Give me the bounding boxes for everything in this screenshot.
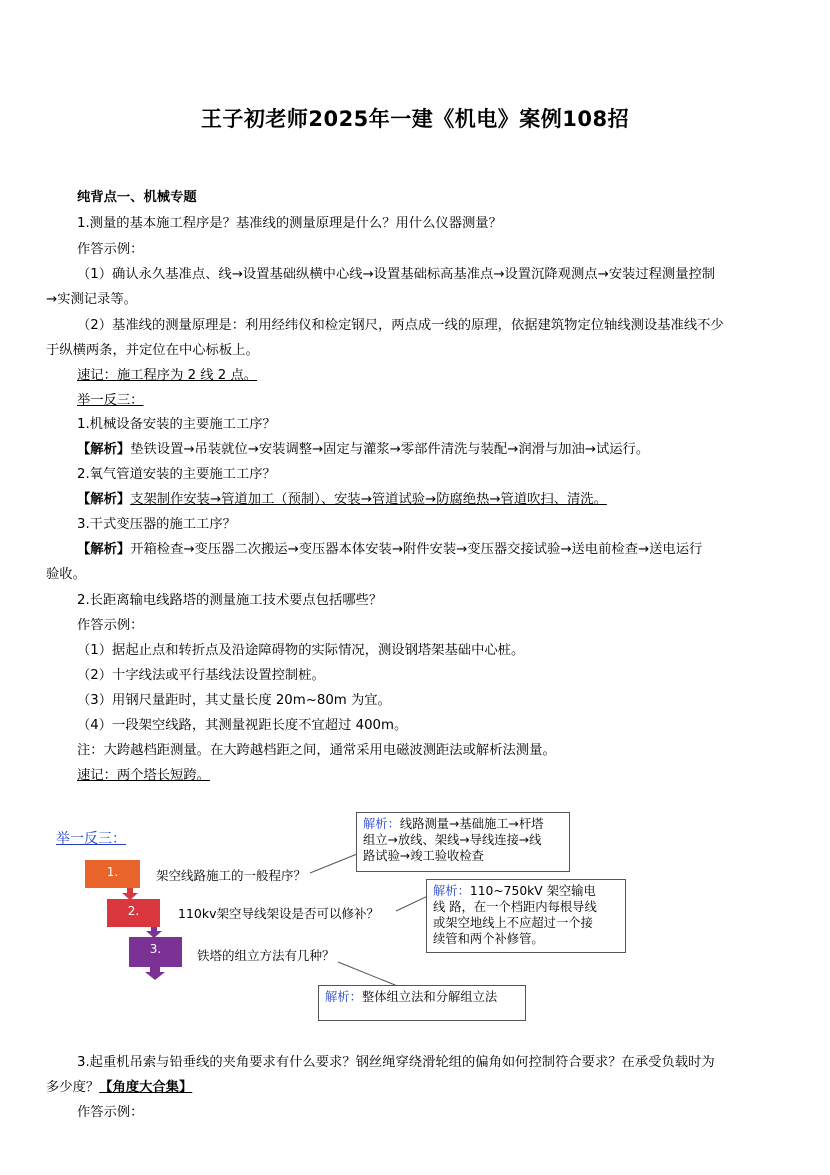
q1-answer-2-line-1: （2）基准线的测量原理是：利用经纬仪和检定钢尺，两点成一线的原理，依据建筑物定位轴线测设基准线不少 [77,318,724,333]
callout-2-line-2: 线 路，在一个档距内每根导线 [433,900,597,914]
callout-3-line-1: 整体组立法和分解组立法 [361,990,498,1004]
callout-2-line-1: 110~750kV 架空输电 [469,884,596,898]
callout-2 [426,879,626,953]
q2-answer-4: （4）一段架空线路，其测量视距长度不宜超过 400m。 [77,718,408,733]
callout-3 [318,985,526,1021]
q3-question-line-2 [46,1079,192,1096]
analysis-tag: 【解析】 [77,442,131,457]
arrow-down-icon [145,966,165,980]
step-1-box [85,860,140,888]
callout-1-line-3: 路试验→竣工验收检查 [363,849,484,863]
callout-label: 解析： [363,817,400,831]
q1-answer-2-line-2: 于纵横两条，并定位在中心标板上。 [46,343,259,358]
step-number: 3. [149,942,162,956]
q2-question: 2.长距离输电线路塔的测量施工技术要点包括哪些？ [77,593,383,608]
callout-2-line-3: 或架空地线上不应超过一个接 [433,916,593,930]
q1-answer-1-line-2: →实测记录等。 [46,292,137,307]
document-title: 王子初老师2025年一建《机电》案例108招 [200,107,630,131]
extend-a3-text-1: 开箱检查→变压器二次搬运→变压器本体安装→附件安装→变压器交接试验→送电前检查→送电运行 [130,542,703,557]
step-number: 2. [127,904,140,918]
callout-1-line-1: 线路测量→基础施工→杆塔 [399,817,544,831]
extend-a2-text: 支架制作安装→管道加工（预制）、安装→管道试验→防腐绝热→管道吹扫、清洗。 [130,492,607,507]
extend-q3: 3.干式变压器的施工工序？ [77,517,236,532]
q1-answer-1-line-1: （1）确认永久基准点、线→设置基础纵横中心线→设置基础标高基准点→设置沉降观测点→安装过程测量控制 [77,267,716,282]
q1-memo: 速记：施工程序为 2 线 2 点。 [77,368,258,383]
step-2-question: 110kv架空导线架设是否可以修补？ [178,906,379,921]
step-1-question: 架空线路施工的一般程序？ [156,868,307,883]
section-heading: 纯背点一、机械专题 [77,190,197,205]
callout-1-line-2: 组立→放线、架线→导线连接→线 [363,833,542,847]
analysis-tag: 【解析】 [77,492,131,507]
callout-1 [356,812,570,872]
q2-answer-3: （3）用钢尺量距时，其丈量长度 20m~80m 为宜。 [77,693,391,708]
step-2-box [107,899,160,927]
callout-pointer [310,830,362,873]
q3-answer-label: 作答示例： [77,1105,144,1120]
extend-q1: 1.机械设备安装的主要施工工序？ [77,417,276,432]
q2-answer-2: （2）十字线法或平行基线法设置控制桩。 [77,668,325,683]
q1-answer-label: 作答示例： [77,242,144,257]
q3-question-text-2: 多少度？ [46,1080,100,1095]
analysis-tag: 【解析】 [77,542,131,557]
step-3-question: 铁塔的组立方法有几种？ [197,948,335,963]
extend-a3-line-2: 验收。 [46,567,86,582]
q2-answer-label: 作答示例： [77,618,144,633]
extend-q2: 2.氧气管道安装的主要施工工序？ [77,467,276,482]
diagram-extend-label: 举一反三： [56,831,126,847]
extend-a1-text: 垫铁设置→吊装就位→安装调整→固定与灌浆→零部件清洗与装配→润滑与加油→试运行。 [130,442,650,457]
callout-label: 解析： [433,884,470,898]
q2-memo: 速记：两个塔长短跨。 [77,768,210,783]
q1-extend-label: 举一反三： [77,393,144,408]
q3-question-line-1: 3.起重机吊索与铅垂线的夹角要求有什么要求？钢丝绳穿绕滑轮组的偏角如何控制符合要求？在承受负载时为 [77,1055,715,1070]
q1-question: 1.测量的基本施工程序是？基准线的测量原理是什么？用什么仪器测量？ [77,216,502,231]
callout-pointer [338,962,415,987]
step-3-box [129,937,182,967]
callout-label: 解析： [325,990,362,1004]
callout-2-line-4: 续管和两个补修管。 [433,932,544,946]
step-number: 1. [106,865,119,879]
q2-answer-1: （1）据起止点和转折点及沿途障碍物的实际情况，测设钢塔架基础中心桩。 [77,643,525,658]
q3-tag: 【角度大合集】 [99,1080,193,1095]
q2-note: 注：大跨越档距测量。在大跨越档距之间，通常采用电磁波测距法或解析法测量。 [77,743,556,758]
